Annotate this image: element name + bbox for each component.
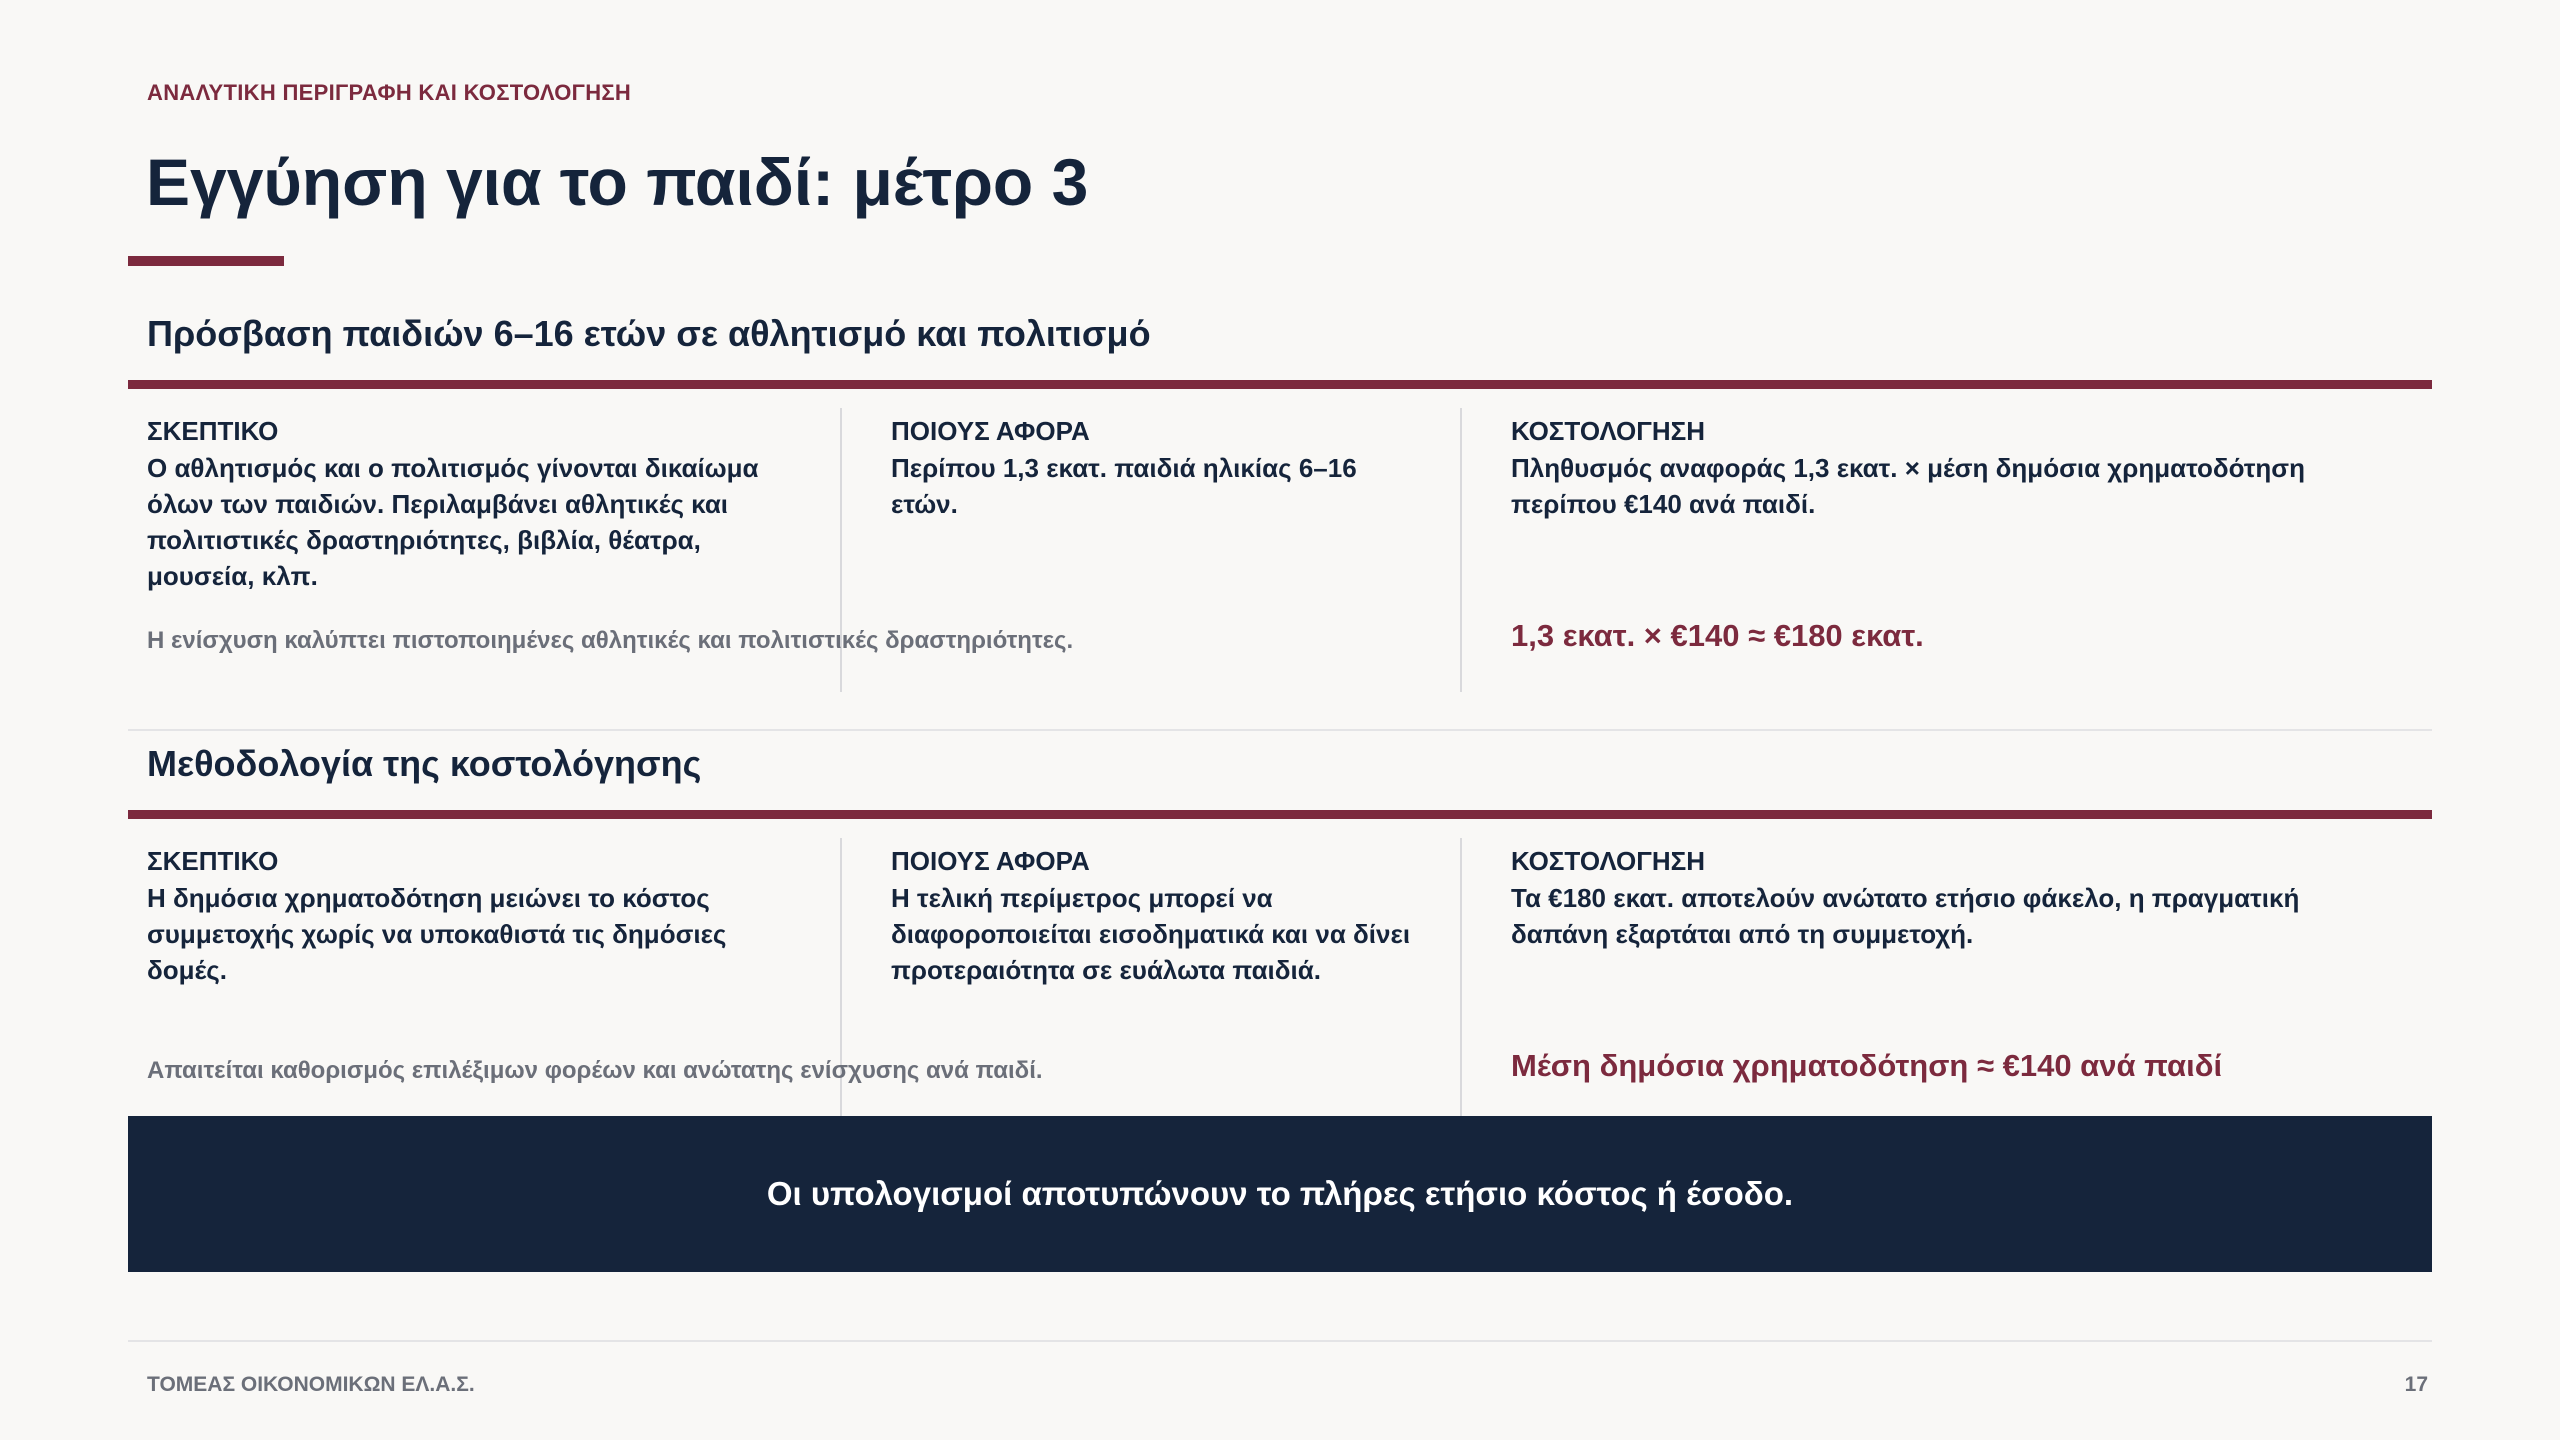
section-title-access: Πρόσβαση παιδιών 6–16 ετών σε αθλητισμό και πολιτισμό xyxy=(147,313,1151,354)
kicker: ΑΝΑΛΥΤΙΚΗ ΠΕΡΙΓΡΑΦΗ ΚΑΙ ΚΟΣΤΟΛΟΓΗΣΗ xyxy=(147,80,632,105)
title-accent-bar xyxy=(128,256,284,266)
column-divider xyxy=(1460,408,1462,692)
column-text-rationale: Η δημόσια χρηματοδότηση μειώνει το κόστος συμμετοχής χωρίς να υποκαθιστά τις δημόσιες δομές. xyxy=(147,883,727,985)
funding-highlight: Μέση δημόσια χρηματοδότηση ≈ €140 ανά παιδί xyxy=(1511,1048,2223,1083)
column-label-costing: ΚΟΣΤΟΛΟΓΗΣΗ xyxy=(1511,846,1705,876)
section-note: Απαιτείται καθορισμός επιλέξιμων φορέων και ανώτατης ενίσχυσης ανά παιδί. xyxy=(147,1057,1043,1084)
page-title: Εγγύηση για το παιδί: μέτρο 3 xyxy=(146,145,1089,219)
column-text-rationale: Ο αθλητισμός και ο πολιτισμός γίνονται δικαίωμα όλων των παιδιών. Περιλαμβάνει αθλητικές και πολιτιστικές δραστηριότητες, βιβλία, θέατρα, μουσεία, κλπ. xyxy=(147,453,759,591)
column-label-target: ΠΟΙΟΥΣ ΑΦΟΡΑ xyxy=(891,416,1090,446)
column-text-costing: Πληθυσμός αναφοράς 1,3 εκατ. × μέση δημόσια χρηματοδότηση περίπου €140 ανά παιδί. xyxy=(1511,453,2305,519)
summary-banner xyxy=(128,1116,2432,1272)
banner-text: Οι υπολογισμοί αποτυπώνουν το πλήρες ετήσιο κόστος ή έσοδο. xyxy=(766,1175,1794,1212)
column-label-rationale: ΣΚΕΠΤΙΚΟ xyxy=(147,416,279,446)
footer-rule xyxy=(128,1340,2432,1342)
column-label-costing: ΚΟΣΤΟΛΟΓΗΣΗ xyxy=(1511,416,1705,446)
column-divider xyxy=(1460,838,1462,1116)
column-text-target: Η τελική περίμετρος μπορεί να διαφοροποιείται εισοδηματικά και να δίνει προτεραιότητα σε ευάλωτα παιδιά. xyxy=(891,883,1411,985)
column-text-target: Περίπου 1,3 εκατ. παιδιά ηλικίας 6–16 ετών. xyxy=(891,453,1357,519)
cost-highlight: 1,3 εκατ. × €140 ≈ €180 εκατ. xyxy=(1511,618,1924,653)
column-text-costing: Τα €180 εκατ. αποτελούν ανώτατο ετήσιο φάκελο, η πραγματική δαπάνη εξαρτάται από τη συμμετοχή. xyxy=(1511,883,2300,949)
page-number: 17 xyxy=(2404,1373,2428,1396)
section-title-methodology: Μεθοδολογία της κοστολόγησης xyxy=(147,743,702,784)
column-label-target: ΠΟΙΟΥΣ ΑΦΟΡΑ xyxy=(891,846,1090,876)
section-rule xyxy=(128,380,2432,389)
section-rule xyxy=(128,810,2432,819)
section-separator xyxy=(128,729,2432,731)
section-note: Η ενίσχυση καλύπτει πιστοποιημένες αθλητικές και πολιτιστικές δραστηριότητες. xyxy=(147,627,1074,654)
column-label-rationale: ΣΚΕΠΤΙΚΟ xyxy=(147,846,279,876)
footer-organization: ΤΟΜΕΑΣ ΟΙΚΟΝΟΜΙΚΩΝ ΕΛ.Α.Σ. xyxy=(147,1373,475,1396)
